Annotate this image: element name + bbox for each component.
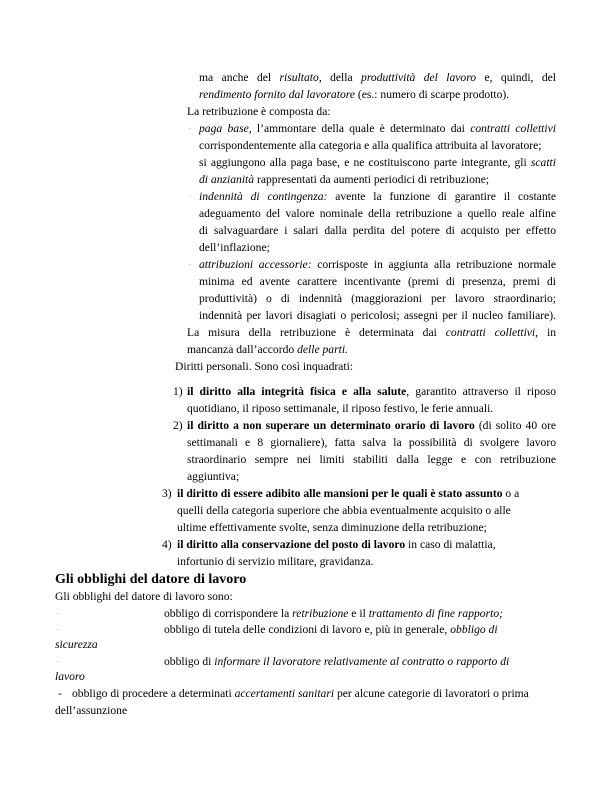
text-line: Gli obblighi del datore di lavoro sono: xyxy=(55,590,233,603)
section-heading: Gli obblighi del datore di lavoro xyxy=(55,572,247,587)
text-line: paga base, l’ammontare della quale è determinato dai contratti collettivi xyxy=(199,122,556,135)
text-line: quotidiano, il riposo settimanale, il riposo festivo, le ferie annuali. xyxy=(187,402,494,415)
text-line: dell’assunzione xyxy=(55,704,128,717)
text-line: il diritto di essere adibito alle mansioni per le quali è stato assunto o a xyxy=(177,487,520,500)
list-number: 3) xyxy=(162,487,172,500)
text-line: di salvaguardare i salari dalla perdita del potere di acquisto per effetto xyxy=(199,224,556,237)
text-line: indennità di contingenza: avente la funzione di garantire il costante xyxy=(199,190,556,203)
text-line: rendimento fornito dal lavoratore (es.: numero di scarpe prodotto). xyxy=(199,88,510,101)
text-line: il diritto a non superare un determinato orario di lavoro (di solito 40 ore xyxy=(187,419,556,432)
text-line: obbligo di procedere a determinati accertamenti sanitari per alcune categorie di lavoratori o prima xyxy=(72,687,529,700)
text-line: lavoro xyxy=(55,670,85,683)
text-line: mancanza dall’accordo delle parti. xyxy=(187,343,348,356)
text-line: sicurezza xyxy=(55,638,98,651)
text-line: ultime effettivamente svolte, senza diminuzione della retribuzione; xyxy=(177,521,487,534)
text-line: infortunio di servizio militare, gravidanza. xyxy=(177,555,374,568)
text-line: obbligo di tutela delle condizioni di lavoro e, più in generale, obbligo di xyxy=(164,623,498,636)
text-line: ma anche del risultato, della produttività del lavoro e, quindi, del xyxy=(199,71,556,84)
list-number: 1) xyxy=(173,385,183,398)
text-line: La retribuzione è composta da: xyxy=(187,105,331,118)
text-line: quelli della categoria superiore che abbia eventualmente acquisito o alle xyxy=(177,504,511,517)
bullet-mark: . xyxy=(57,608,59,616)
bullet-mark: . xyxy=(57,656,59,664)
list-number: 4) xyxy=(162,538,172,551)
text-line: dell’inflazione; xyxy=(199,241,270,254)
bullet-mark: . xyxy=(189,259,191,267)
text-line: La misura della retribuzione è determinata dai contratti collettivi, in xyxy=(187,326,556,339)
text-line: attribuzioni accessorie: corrisposte in aggiunta alla retribuzione normale xyxy=(199,258,556,271)
dash-mark: - xyxy=(58,687,62,700)
text-line: minima ed avente carattere incentivante (premi di presenza, premi di xyxy=(199,275,556,288)
bullet-mark: . xyxy=(57,624,59,632)
text-line: si aggiungono alla paga base, e ne costituiscono parte integrante, gli scatti xyxy=(199,156,556,169)
bullet-mark: . xyxy=(189,191,191,199)
text-line: Diritti personali. Sono così inquadrati: xyxy=(175,360,354,373)
text-line: aggiuntiva; xyxy=(187,470,240,483)
list-number: 2) xyxy=(173,419,183,432)
text-line: straordinario sempre nei limiti stabiliti dalla legge e con retribuzione xyxy=(187,453,556,466)
text-line: produttività) o di indennità (maggiorazioni per lavoro straordinario; xyxy=(199,292,556,305)
text-line: il diritto alla conservazione del posto di lavoro in caso di malattia, xyxy=(177,538,496,551)
text-line: indennità per lavori disagiati o pericolosi; assegni per il nucleo familiare). xyxy=(199,309,556,322)
text-line: di anzianità rappresentati da aumenti periodici di retribuzione; xyxy=(199,173,490,186)
text-line: settimanali e 8 giornaliere), fatta salva la possibilità di svolgere lavoro xyxy=(187,436,556,449)
text-line: il diritto alla integrità fisica e alla salute, garantito attraverso il riposo xyxy=(187,385,556,398)
text-line: obbligo di informare il lavoratore relativamente al contratto o rapporto di xyxy=(164,655,510,668)
bullet-mark: . xyxy=(189,123,191,131)
text-line: obbligo di corrispondere la retribuzione e il trattamento di fine rapporto; xyxy=(164,607,503,620)
text-line: corrispondentemente alla categoria e alla qualifica attribuita al lavoratore; xyxy=(199,139,542,152)
text-line: adeguamento del valore nominale della retribuzione a quello reale alfine xyxy=(199,207,556,220)
